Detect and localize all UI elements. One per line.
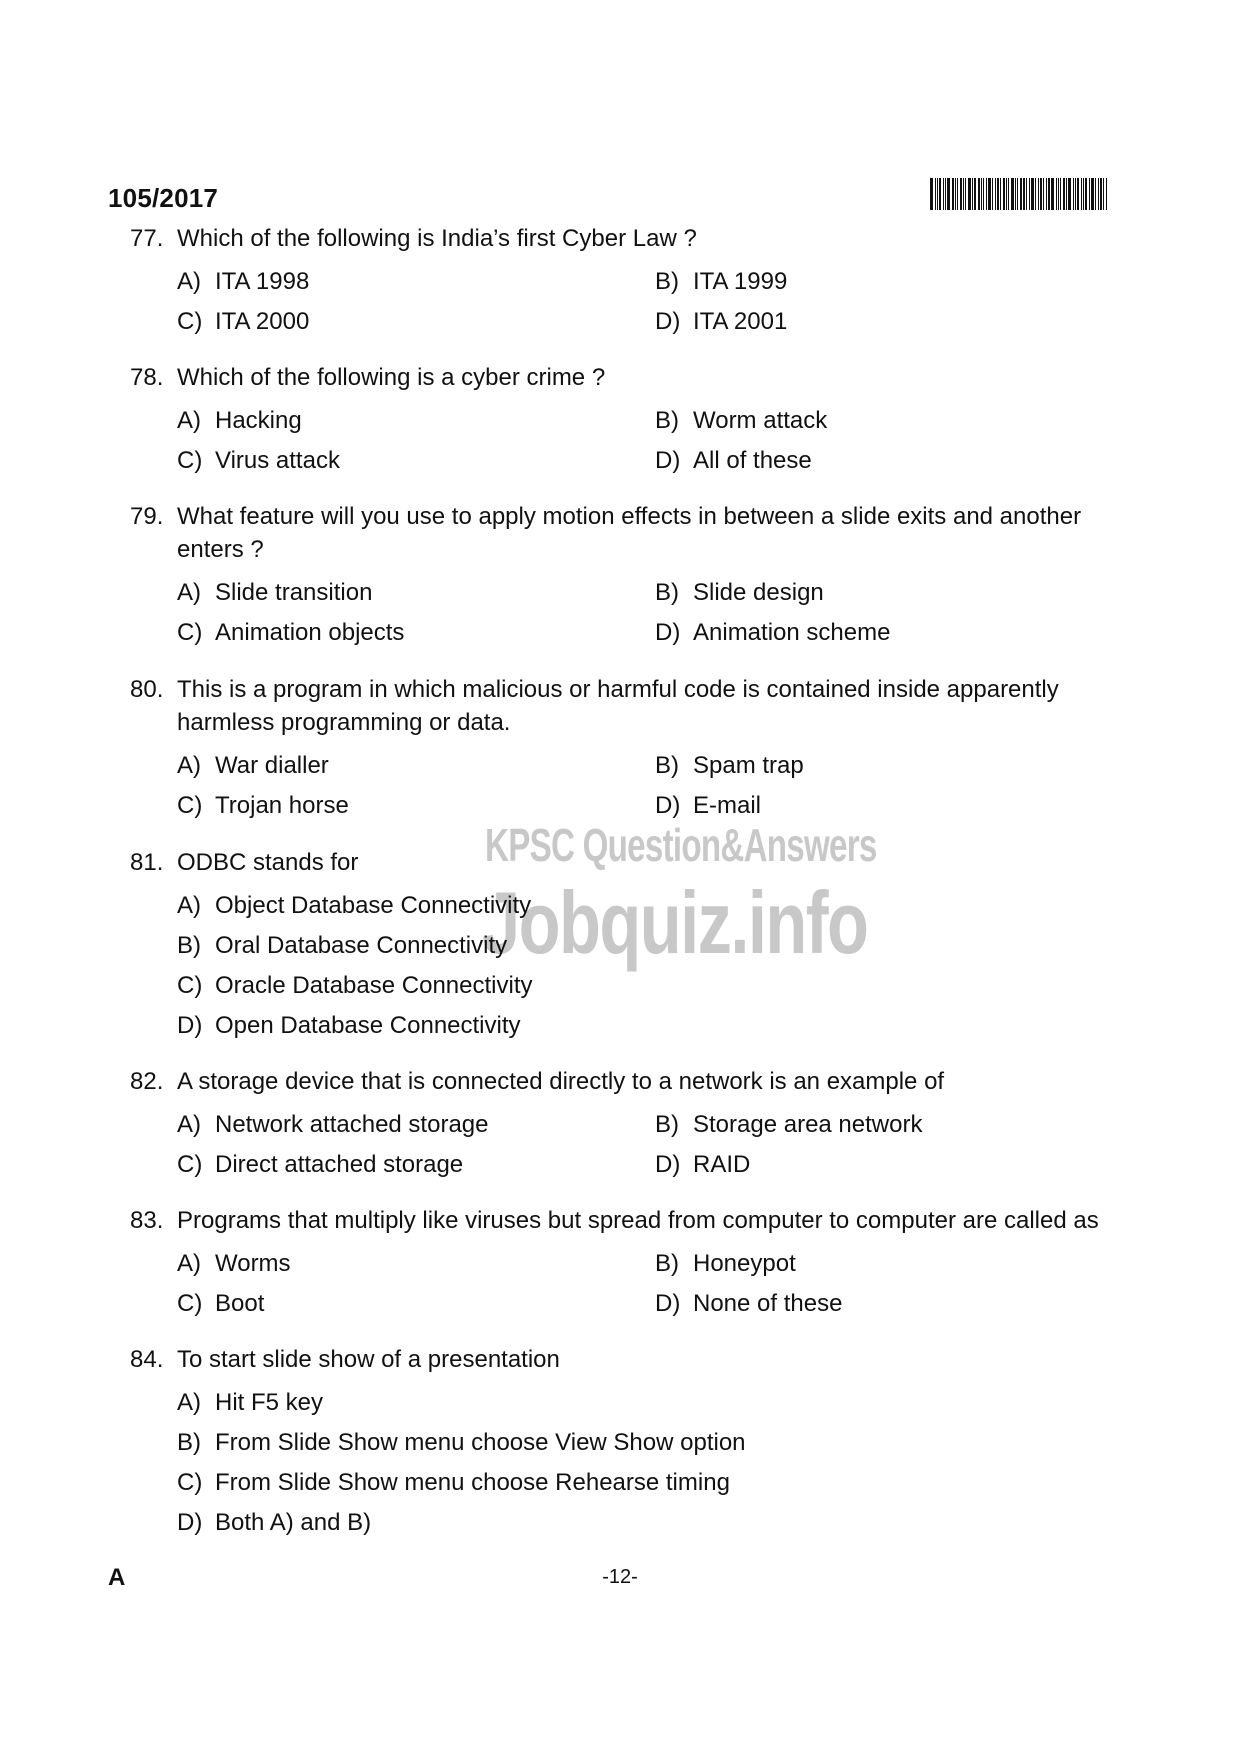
barcode-bar (930, 178, 933, 210)
watermark-line1: KPSC Question&Answers (485, 819, 877, 871)
option-text: Network attached storage (215, 1111, 489, 1138)
option-text: Both A) and B) (215, 1509, 372, 1536)
option-label: A) (177, 892, 201, 919)
barcode-bar (1060, 178, 1061, 210)
barcode-bar (963, 178, 964, 210)
barcode-bar (1077, 178, 1079, 210)
option-label: D) (655, 308, 681, 335)
option-label: C) (177, 972, 203, 999)
watermark-line2: Jobquiz.info (482, 873, 868, 972)
option-text: ITA 1998 (215, 268, 310, 295)
barcode-bar (1023, 178, 1025, 210)
barcode-bar (1043, 178, 1044, 210)
option-text: RAID (693, 1151, 751, 1178)
barcode-bar (955, 178, 956, 210)
option-text: Worm attack (693, 407, 828, 434)
question-80 (130, 673, 1130, 826)
barcode-bar (1068, 178, 1071, 210)
barcode-bar (960, 178, 962, 210)
option-label: B) (177, 932, 201, 959)
option-text: Boot (215, 1290, 265, 1317)
barcode-bar (957, 178, 958, 210)
option-label: D) (655, 1151, 681, 1178)
question-79 (130, 500, 1130, 653)
barcode-bar (1106, 178, 1107, 210)
barcode-bar (1095, 178, 1096, 210)
barcode-bar (1098, 178, 1099, 210)
option-label: B) (655, 407, 679, 434)
barcode-bar (943, 178, 944, 210)
paper-code: 105/2017 (108, 183, 219, 213)
barcode-bar (1006, 178, 1007, 210)
question-82 (130, 1065, 1130, 1185)
option-text: All of these (693, 447, 812, 474)
option-text: Spam trap (693, 752, 804, 779)
option-label: D) (655, 792, 681, 819)
option-label: B) (655, 268, 679, 295)
question-number: 81. (130, 849, 164, 876)
barcode-bar (997, 178, 999, 210)
barcode-bar (947, 178, 950, 210)
option-label: A) (177, 752, 201, 779)
question-text: To start slide show of a presentation (177, 1346, 560, 1373)
option-text: Trojan horse (215, 792, 349, 819)
barcode-bar (995, 178, 996, 210)
question-text: Programs that multiply like viruses but spread from computer to computer are called as (177, 1207, 1099, 1234)
barcode (930, 178, 1138, 210)
question-number: 78. (130, 364, 164, 391)
option-label: B) (655, 752, 679, 779)
barcode-bar (972, 178, 973, 210)
option-label: C) (177, 1290, 203, 1317)
question-text-line2: harmless programming or data. (177, 709, 511, 736)
option-text: Direct attached storage (215, 1151, 464, 1178)
series-letter: A (108, 1564, 126, 1591)
barcode-bar (1038, 178, 1039, 210)
option-text: Animation objects (215, 619, 405, 646)
option-text: Object Database Connectivity (215, 892, 532, 919)
barcode-bar (988, 178, 991, 210)
question-text: A storage device that is connected directly to a network is an example of (177, 1068, 945, 1095)
question-81 (130, 846, 1130, 1046)
barcode-bar (1048, 178, 1050, 210)
barcode-bar (1091, 178, 1094, 210)
option-text: Oral Database Connectivity (215, 932, 508, 959)
option-label: C) (177, 1469, 203, 1496)
option-text: War dialler (215, 752, 329, 779)
barcode-bar (1020, 178, 1022, 210)
question-78 (130, 361, 1130, 481)
option-text: Slide design (693, 579, 824, 606)
question-number: 80. (130, 676, 164, 703)
option-text: ITA 1999 (693, 268, 788, 295)
option-text: ITA 2001 (693, 308, 788, 335)
barcode-bar (952, 178, 954, 210)
option-label: D) (177, 1509, 203, 1536)
barcode-bar (1011, 178, 1014, 210)
question-text: Which of the following is a cyber crime ? (177, 364, 606, 391)
barcode-bar (1063, 178, 1065, 210)
barcode-bar (1035, 178, 1036, 210)
option-text: Oracle Database Connectivity (215, 972, 533, 999)
barcode-bar (1017, 178, 1018, 210)
barcode-bar (1031, 178, 1034, 210)
barcode-bar (945, 178, 946, 210)
option-text: Honeypot (693, 1250, 796, 1277)
option-label: C) (177, 447, 203, 474)
barcode-bar (935, 178, 936, 210)
option-text: Hit F5 key (215, 1389, 324, 1416)
barcode-bar (1089, 178, 1090, 210)
barcode-bar (1051, 178, 1054, 210)
option-label: C) (177, 1151, 203, 1178)
barcode-bar (965, 178, 966, 210)
question-77 (130, 222, 1130, 342)
barcode-bar (981, 178, 982, 210)
option-text: E-mail (693, 792, 762, 819)
question-84 (130, 1343, 1130, 1543)
barcode-bar (1046, 178, 1047, 210)
option-label: C) (177, 619, 203, 646)
barcode-bar (1008, 178, 1009, 210)
option-text: Storage area network (693, 1111, 923, 1138)
option-text: None of these (693, 1290, 843, 1317)
barcode-bar (1066, 178, 1067, 210)
barcode-bar (939, 178, 941, 210)
option-label: A) (177, 1389, 201, 1416)
option-text: Worms (215, 1250, 291, 1277)
barcode-bar (1081, 178, 1082, 210)
barcode-bar (978, 178, 980, 210)
option-text: ITA 2000 (215, 308, 310, 335)
option-text: Open Database Connectivity (215, 1012, 521, 1039)
option-text: From Slide Show menu choose Rehearse timing (215, 1469, 730, 1496)
page-number: -12- (602, 1566, 638, 1588)
barcode-bar (1075, 178, 1076, 210)
option-label: C) (177, 308, 203, 335)
question-text: Which of the following is India’s first Cyber Law ? (177, 225, 697, 252)
option-label: D) (655, 619, 681, 646)
barcode-bar (1073, 178, 1074, 210)
question-number: 77. (130, 225, 164, 252)
barcode-bar (1100, 178, 1102, 210)
barcode-bar (1083, 178, 1084, 210)
option-label: B) (655, 579, 679, 606)
barcode-bar (974, 178, 976, 210)
barcode-bar (1058, 178, 1059, 210)
option-label: B) (177, 1429, 201, 1456)
option-label: B) (655, 1250, 679, 1277)
question-text-line1: This is a program in which malicious or harmful code is contained inside apparently (177, 676, 1059, 703)
question-number: 79. (130, 503, 164, 530)
question-number: 83. (130, 1207, 164, 1234)
option-label: A) (177, 1111, 201, 1138)
option-text: Animation scheme (693, 619, 891, 646)
question-number: 84. (130, 1346, 164, 1373)
option-text: Slide transition (215, 579, 373, 606)
barcode-bar (1056, 178, 1057, 210)
question-83 (130, 1204, 1130, 1324)
option-label: B) (655, 1111, 679, 1138)
option-label: A) (177, 407, 201, 434)
barcode-bar (1026, 178, 1027, 210)
question-text-line2: enters ? (177, 536, 264, 563)
option-label: A) (177, 268, 201, 295)
question-number: 82. (130, 1068, 164, 1095)
barcode-bar (968, 178, 971, 210)
barcode-bar (1040, 178, 1042, 210)
barcode-bar (1085, 178, 1087, 210)
barcode-bar (1103, 178, 1104, 210)
option-label: D) (655, 1290, 681, 1317)
barcode-bar (983, 178, 984, 210)
barcode-bar (937, 178, 938, 210)
question-text-line1: What feature will you use to apply motion effects in between a slide exits and another (177, 503, 1082, 530)
option-label: A) (177, 1250, 201, 1277)
option-text: Virus attack (215, 447, 340, 474)
barcode-bar (986, 178, 987, 210)
option-label: C) (177, 792, 203, 819)
option-label: A) (177, 579, 201, 606)
option-text: Hacking (215, 407, 302, 434)
question-text: ODBC stands for (177, 849, 359, 876)
barcode-bar (1029, 178, 1030, 210)
barcode-bar (992, 178, 993, 210)
barcode-bar (1000, 178, 1001, 210)
barcode-bar (1015, 178, 1016, 210)
option-label: D) (655, 447, 681, 474)
barcode-bar (1003, 178, 1005, 210)
option-text: From Slide Show menu choose View Show option (215, 1429, 746, 1456)
option-label: D) (177, 1012, 203, 1039)
